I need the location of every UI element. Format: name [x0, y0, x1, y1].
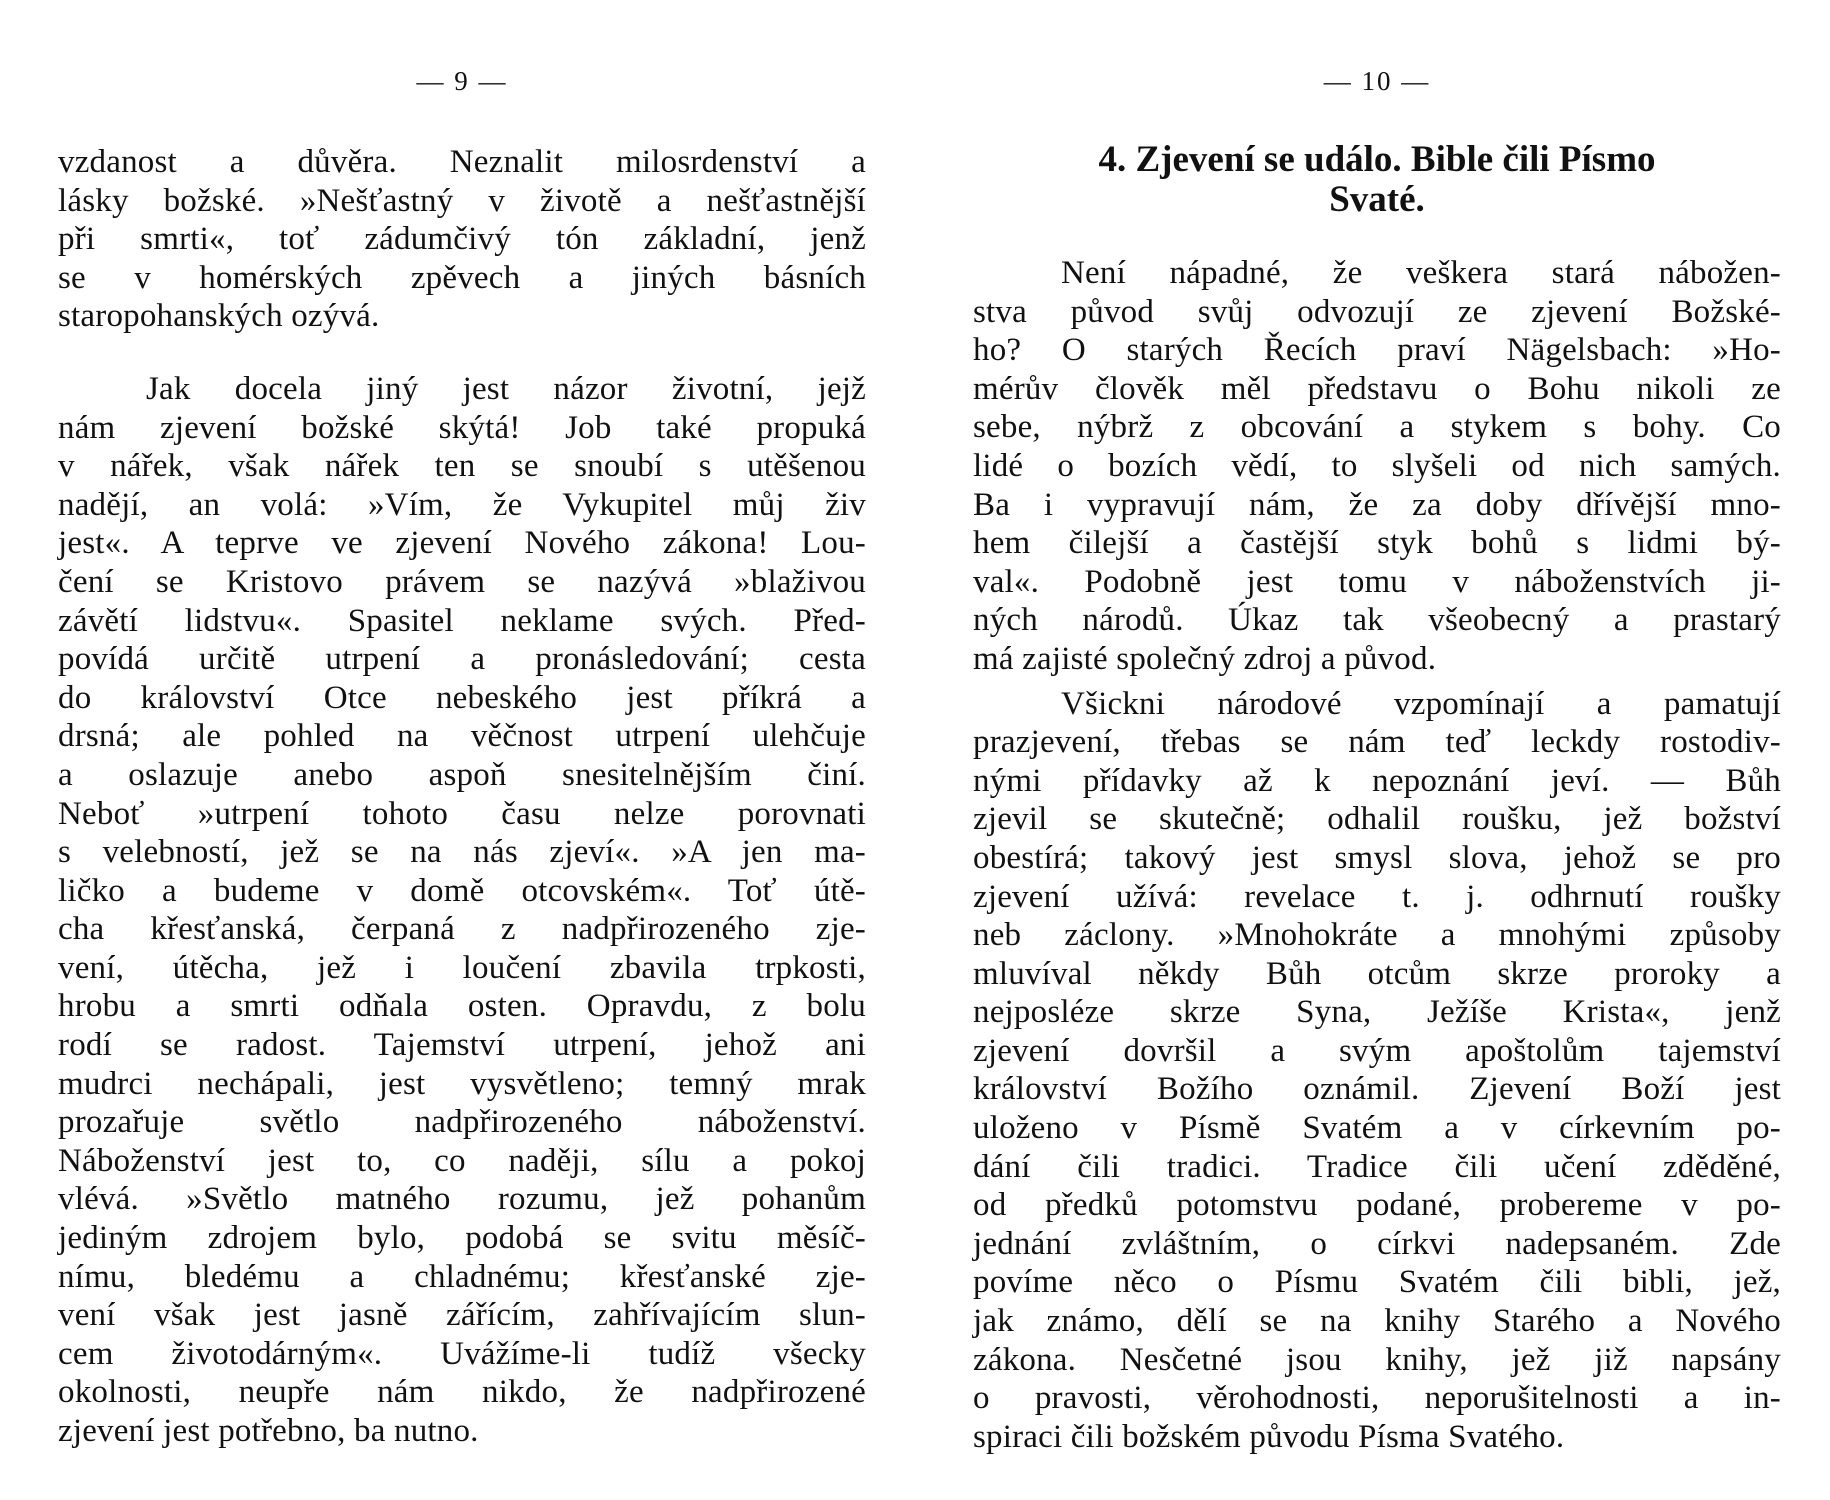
text-line: zjevení jest potřebno, ba nutno.	[58, 1413, 479, 1449]
text-line: vlévá. »Světlo matného rozumu, jež pohanům	[58, 1181, 866, 1218]
text-line: o pravosti, věrohodnosti, neporušitelnosti a in-	[973, 1380, 1781, 1417]
text-line: stva původ svůj odvozují ze zjevení Božské-	[973, 293, 1781, 330]
text-line: zákona. Nesčetné jsou knihy, jež již napsány	[973, 1341, 1781, 1378]
text-line: má zajisté společný zdroj a původ.	[973, 640, 1437, 677]
chapter-heading-line: Svaté.	[1329, 179, 1425, 220]
text-line: hem čilejší a častější styk bohů s lidmi bý-	[973, 525, 1781, 562]
text-line: lidé o bozích vědí, to slyšeli od nich samých.	[973, 447, 1781, 484]
text-line: s velebností, jež se na nás zjeví«. »A jen ma-	[58, 834, 866, 871]
text-line: do království Otce nebeského jest příkrá a	[58, 679, 866, 716]
text-line: zjevení užívá: revelace t. j. odhrnutí roušky	[973, 878, 1781, 915]
text-line: čení se Kristovo právem se nazývá »blaživou	[58, 563, 866, 600]
text-line: drsná; ale pohled na věčnost utrpení ulehčuje	[58, 718, 866, 755]
text-line: Není nápadné, že veškera stará nábožen-	[1061, 255, 1781, 291]
text-line: jak známo, dělí se na knihy Starého a Nového	[973, 1303, 1781, 1340]
paragraph	[58, 370, 866, 1451]
text-line: zjevení dovršil a svým apoštolům tajemství	[973, 1032, 1781, 1069]
page-number: — 10 —	[1323, 66, 1431, 96]
text-line: vení, útěcha, jež i loučení zbavila trpkosti,	[58, 949, 866, 986]
right-page-text	[973, 140, 1781, 1456]
chapter-heading	[973, 140, 1781, 220]
text-line: cha křesťanská, čerpaná z nadpřirozeného zje-	[58, 911, 866, 948]
text-line: prozařuje světlo nadpřirozeného náboženství.	[58, 1104, 866, 1141]
text-line: lásky božské. »Nešťastný v životě a nešťastnější	[58, 182, 866, 219]
text-line: povíme něco o Písmu Svatém čili bibli, jež,	[973, 1264, 1781, 1301]
left-page-text	[58, 143, 866, 1451]
right-page	[915, 0, 1830, 1500]
page-number: — 9 —	[416, 66, 508, 96]
text-line: od předků potomstvu podané, probereme v po-	[973, 1187, 1781, 1224]
text-line: mluvíval někdy Bůh otcům skrze proroky a	[973, 955, 1781, 992]
text-line: závětí lidstvu«. Spasitel neklame svých. Před-	[58, 602, 866, 639]
text-line: dání čili tradici. Tradice čili učení zděděné,	[973, 1148, 1781, 1185]
text-line: okolnosti, neupře nám nikdo, že nadpřirozené	[58, 1374, 866, 1411]
text-line: vení však jest jasně zářícím, zahřívajícím slun-	[58, 1297, 866, 1334]
text-line: nadějí, an volá: »Vím, že Vykupitel můj živ	[58, 486, 866, 523]
text-line: Náboženství jest to, co naději, sílu a pokoj	[58, 1142, 866, 1179]
text-line: povídá určitě utrpení a pronásledování; cesta	[58, 641, 866, 678]
text-line: rodí se radost. Tajemství utrpení, jehož ani	[58, 1027, 866, 1064]
text-line: neb záclony. »Mnohokráte a mnohými způsoby	[973, 917, 1781, 954]
text-line: v nářek, však nářek ten se snoubí s utěšenou	[58, 448, 866, 485]
text-line: nejposléze skrze Syna, Ježíše Krista«, jenž	[973, 994, 1781, 1031]
text-line: Jak docela jiný jest názor životní, jejž	[146, 370, 866, 407]
text-line: při smrti«, toť zádumčivý tón základní, jenž	[58, 221, 866, 258]
text-line: Ba i vypravují nám, že za doby dřívější mno-	[973, 486, 1781, 523]
paragraph	[973, 254, 1781, 679]
text-line: uloženo v Písmě Svatém a v církevním po-	[973, 1110, 1781, 1147]
text-line: spiraci čili božském původu Písma Svatého.	[973, 1418, 1565, 1455]
text-line: se v homérských zpěvech a jiných básních	[58, 259, 866, 296]
text-line: ho? O starých Řecích praví Nägelsbach: »Ho-	[973, 332, 1781, 369]
text-line: obestírá; takový jest smysl slova, jehož se pro	[973, 839, 1781, 876]
text-line: mérův člověk měl představu o Bohu nikoli ze	[973, 370, 1781, 407]
text-line: ných národů. Úkaz tak všeobecný a prastarý	[973, 602, 1781, 639]
text-line: staropohanských ozývá.	[58, 298, 380, 335]
text-line: nými přídavky až k nepoznání jeví. — Bůh	[973, 762, 1781, 799]
text-line: prazjevení, třebas se nám teď leckdy rostodiv-	[973, 724, 1781, 761]
chapter-heading-line: 4. Zjevení se událo. Bible čili Písmo	[1098, 139, 1656, 180]
text-line: nám zjevení božské skýtá! Job také propuká	[58, 409, 866, 446]
text-line: cem životodárným«. Uvážíme-li tudíž všecky	[58, 1335, 866, 1372]
text-line: jediným zdrojem bylo, podobá se svitu měsíč-	[58, 1220, 866, 1257]
text-line: a oslazuje anebo aspoň snesitelnějším činí.	[58, 756, 866, 793]
text-line: vzdanost a důvěra. Neznalit milosrdenství a	[58, 144, 866, 180]
text-line: zjevil se skutečně; odhalil roušku, jež božství	[973, 801, 1781, 838]
text-line: Všickni národové vzpomínají a pamatují	[1061, 685, 1781, 722]
text-line: království Božího oznámil. Zjevení Boží jest	[973, 1071, 1781, 1108]
text-line: nímu, bledému a chladnému; křesťanské zje-	[58, 1258, 866, 1295]
text-line: hrobu a smrti odňala osten. Opravdu, z bolu	[58, 988, 866, 1025]
text-line: ličko a budeme v domě otcovském«. Toť útě-	[58, 872, 866, 909]
text-line: jest«. A teprve ve zjevení Nového zákona! Lou-	[58, 525, 866, 562]
text-line: mudrci nechápali, jest vysvětleno; temný mrak	[58, 1065, 866, 1102]
text-line: val«. Podobně jest tomu v náboženstvích ji-	[973, 563, 1781, 600]
text-line: jednání zvláštním, o církvi nadepsaném. Zde	[973, 1225, 1781, 1262]
text-line: sebe, nýbrž z obcování a stykem s bohy. Co	[973, 409, 1781, 446]
text-line: Neboť »utrpení tohoto času nelze porovnati	[58, 795, 866, 832]
paragraph	[58, 143, 866, 336]
paragraph	[973, 685, 1781, 1457]
